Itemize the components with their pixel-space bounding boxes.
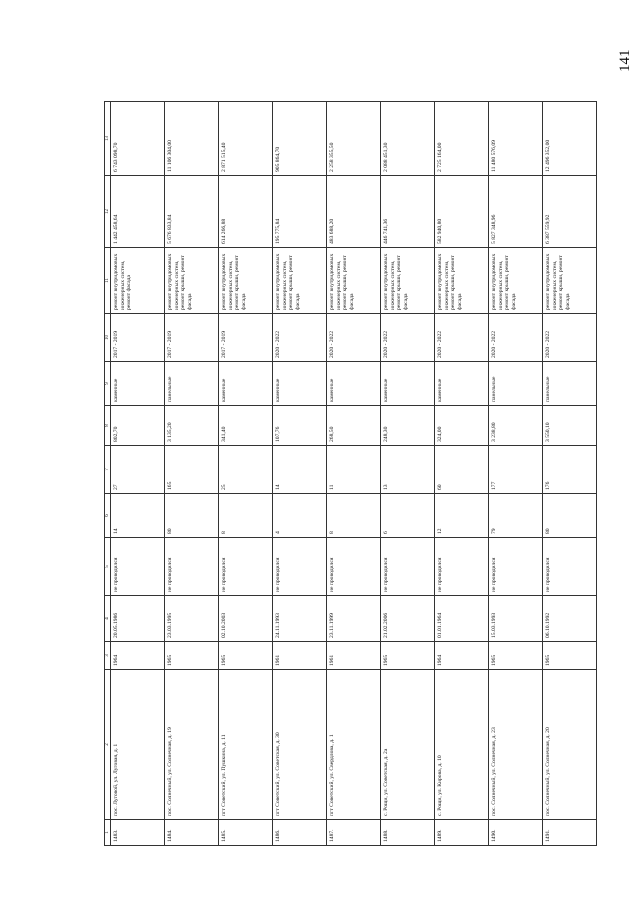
column-number-header: 3 [105,642,111,670]
page-number: 141 [617,49,633,72]
table-cell: 1965 [165,642,219,670]
table-cell: 1964 [111,642,165,670]
table-cell: 1487. [327,820,381,846]
table-cell: 1961 [273,642,327,670]
column-number-header: 13 [105,102,111,176]
table-cell: пгт Советский, ул. Свердлова, д. 1 [327,670,381,820]
table-row [381,102,435,846]
table-cell: не проводился [219,538,273,596]
table-cell: ремонт внутридомовых инженерных систем, ремонт крыши, ремонт фасада [381,248,435,314]
table-cell: 2020 - 2022 [381,314,435,362]
table-cell: 1965 [219,642,273,670]
table-cell: с. Рощи, ул. Кирова, д. 10 [435,670,489,820]
table-cell: 2020 - 2022 [489,314,543,362]
table-cell: 02.10.2003 [219,596,273,642]
table-body [105,102,597,846]
table-cell: 1486. [273,820,327,846]
table-cell: 6 [381,494,435,538]
table-cell: 1965 [543,642,597,670]
table-cell: 6 743 098,70 [111,102,165,176]
column-number-header: 8 [105,406,111,446]
table-cell: пос. Луговой, ул. Луговая, д. 1 [111,670,165,820]
table-cell: 1484. [165,820,219,846]
table-cell: 1485. [219,820,273,846]
table-cell: 1965 [489,642,543,670]
table-row [327,102,381,846]
table-cell: 1490. [489,820,543,846]
table-row [111,102,165,846]
table-cell: 1964 [435,642,489,670]
table-cell: 1489. [435,820,489,846]
table-cell: 5 676 833,84 [165,176,219,248]
table-cell: 2020 - 2022 [327,314,381,362]
table-cell: 1491. [543,820,597,846]
table-cell: каменные [273,362,327,406]
table-cell: ремонт внутридомовых инженерных систем, ремонт крыши, ремонт фасада [435,248,489,314]
column-number-header: 7 [105,446,111,494]
rotated-table-container [104,102,571,846]
table-cell: не проводился [381,538,435,596]
table-cell: 1 442 458,64 [111,176,165,248]
table-cell: ремонт внутридомовых инженерных систем, ремонт крыши, ремонт фасада [219,248,273,314]
column-number-header: 2 [105,670,111,820]
table-cell: 8 [219,494,273,538]
column-number-header: 12 [105,176,111,248]
table-cell: 2 871 515,40 [219,102,273,176]
table-cell: ремонт внутридомовых инженерных систем, ремонт крыши, ремонт фасада [273,248,327,314]
table-cell: с. Рощи, ул. Советская, д. 2а [381,670,435,820]
table-cell: 79 [489,494,543,538]
table-cell: 15.03.1993 [489,596,543,642]
table-row [165,102,219,846]
table-cell: пос. Солнечный, ул. Солнечная, д. 23 [489,670,543,820]
table-cell: 12 [435,494,489,538]
table-cell: 2 258 355,50 [327,102,381,176]
column-number-header: 6 [105,494,111,538]
table-cell: 165 [165,446,219,494]
table-cell: 1483. [111,820,165,846]
table-cell: не проводился [489,538,543,596]
column-number-header: 1 [105,820,111,846]
table-cell: пос. Солнечный, ул. Солнечная, д. 19 [165,670,219,820]
table-cell: 2 088 451,30 [381,102,435,176]
table-row [435,102,489,846]
table-cell: 2020 - 2022 [273,314,327,362]
column-number-header: 4 [105,596,111,642]
housing-repair-table [104,101,597,846]
table-cell: 248,30 [381,406,435,446]
table-cell: каменные [219,362,273,406]
table-cell: 14 [273,446,327,494]
table-cell: 01.01.1964 [435,596,489,642]
table-cell: 11 480 576,09 [489,102,543,176]
table-cell: 3 135,20 [165,406,219,446]
table-cell: не проводился [111,538,165,596]
table-row [273,102,327,846]
table-cell: 8 [327,494,381,538]
table-cell: панельные [489,362,543,406]
table-cell: 3 238,80 [489,406,543,446]
table-cell: 11 [327,446,381,494]
table-cell: каменные [327,362,381,406]
table-cell: 195 775,84 [273,176,327,248]
table-cell: 12 496 352,00 [543,102,597,176]
column-number-header: 10 [105,314,111,362]
table-cell: 6 387 559,92 [543,176,597,248]
table-cell: не проводился [273,538,327,596]
table-cell: 06.10.1992 [543,596,597,642]
table-cell: 20.05.1986 [111,596,165,642]
table-cell: 60 [435,446,489,494]
table-cell: 1961 [327,642,381,670]
table-row [489,102,543,846]
table-cell: 176 [543,446,597,494]
table-cell: 25 [219,446,273,494]
table-row [219,102,273,846]
column-number-header: 11 [105,248,111,314]
table-cell: 5 827 348,96 [489,176,543,248]
table-cell: не проводился [435,538,489,596]
table-cell: каменные [111,362,165,406]
table-cell: 23.11.1999 [327,596,381,642]
table-cell: 80 [543,494,597,538]
table-cell: 177 [489,446,543,494]
table-cell: 324,00 [435,406,489,446]
table-cell: 2017 - 2019 [219,314,273,362]
table-cell: панельные [165,362,219,406]
table-cell: 1488. [381,820,435,846]
table-cell: ремонт внутридомовых инженерных систем, ремонт крыши, ремонт фасада [543,248,597,314]
column-number-header: 5 [105,538,111,596]
table-cell: не проводился [327,538,381,596]
table-cell: 2017 - 2019 [111,314,165,362]
table-cell: 2020 - 2022 [543,314,597,362]
table-cell: 11 106 304,00 [165,102,219,176]
table-cell: ремонт внутридомовых инженерных систем, ремонт крыши, ремонт фасада [165,248,219,314]
table-cell: 23.03.1995 [165,596,219,642]
table-cell: каменные [435,362,489,406]
table-cell: 802,70 [111,406,165,446]
table-cell: 446 741,36 [381,176,435,248]
table-cell: 341,40 [219,406,273,446]
table-cell: ремонт внутридомовых инженерных систем, ремонт крыши, ремонт фасада [489,248,543,314]
table-cell: 4 [273,494,327,538]
table-cell: 80 [165,494,219,538]
table-cell: не проводился [543,538,597,596]
table-cell: 13 [381,446,435,494]
table-cell: 1965 [381,642,435,670]
table-cell: пгт Советский, ул. Пушкина, д. 11 [219,670,273,820]
table-cell: 2020 - 2022 [435,314,489,362]
column-number-header: 9 [105,362,111,406]
table-cell: 268,50 [327,406,381,446]
table-cell: ремонт внутридомовых инженерных систем, ремонт крыши, ремонт фасада [327,248,381,314]
table-cell: не проводился [165,538,219,596]
table-cell: 483 688,20 [327,176,381,248]
table-cell: ремонт внутридомовых инженерных систем, ремонт фасада [111,248,165,314]
table-cell: 905 864,70 [273,102,327,176]
table-cell: панельные [543,362,597,406]
table-cell: 2017 - 2019 [165,314,219,362]
table-cell: 27 [111,446,165,494]
table-cell: каменные [381,362,435,406]
table-cell: 3 550,10 [543,406,597,446]
table-cell: 14 [111,494,165,538]
table-cell: 2 725 164,00 [435,102,489,176]
table-cell: пгт Советский, ул. Советская, д. 30 [273,670,327,820]
table-cell: пос. Солнечный, ул. Солнечная, д. 20 [543,670,597,820]
table-cell: 582 940,80 [435,176,489,248]
table-row [543,102,597,846]
table-cell: 107,76 [273,406,327,446]
table-cell: 21.02.2006 [381,596,435,642]
table-cell: 614 266,88 [219,176,273,248]
table-cell: 24.11.1993 [273,596,327,642]
